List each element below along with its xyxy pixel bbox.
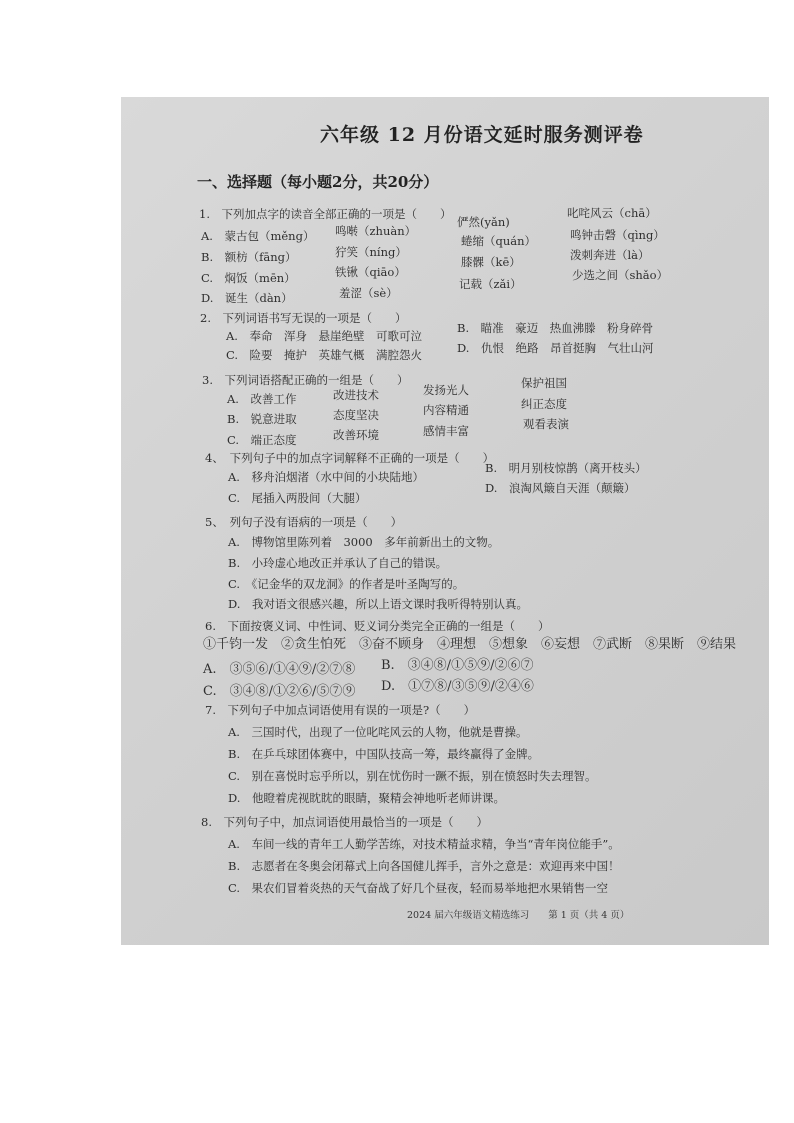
question-4-stem: 4、 下列句子中的加点字词解释不正确的一项是（ ） (205, 451, 495, 465)
q4-option-a: A. 移舟泊烟渚（水中间的小块陆地） (228, 470, 424, 484)
q2-option-a: A. 奉命 浑身 悬崖绝壁 可歌可泣 (226, 329, 422, 343)
q7-option-d: D. 他瞪着虎视眈眈的眼睛，聚精会神地听老师讲课。 (228, 791, 505, 805)
q1-option-d1: D. 诞生（dàn） (201, 291, 293, 305)
q2-option-d: D. 仇恨 绝路 昂首挺胸 气壮山河 (457, 341, 654, 355)
question-3-stem: 3. 下列词语搭配正确的一组是（ ） (202, 373, 409, 387)
q4-option-c: C. 尾插入两股间（大腿） (228, 491, 367, 505)
question-5-stem: 5、 列句子没有语病的一项是（ ） (205, 515, 403, 529)
page-footer: 2024 届六年级语文精选练习 第 1 页（共 4 页） (407, 910, 630, 921)
q1-option-a1: A. 蒙古包（měng） (201, 229, 315, 243)
q2-option-c: C. 险要 掩护 英雄气概 满腔怨火 (226, 348, 423, 362)
question-1-stem: 1. 下列加点字的读音全部正确的一项是（ ） (199, 207, 452, 221)
q1-option-d4: 少选之间（shǎo） (572, 268, 669, 282)
exam-title: 六年级 12 月份语文延时服务测评卷 (320, 124, 644, 146)
q1-option-b4: 鸣钟击磬（qìng） (570, 228, 665, 242)
q3-option-c4: 观看表演 (523, 417, 569, 431)
q4-option-b: B. 明月别枝惊鹊（离开枝头） (485, 461, 647, 475)
q5-option-b: B. 小玲虚心地改正并承认了自己的错误。 (228, 556, 448, 570)
q8-option-c: C. 果农们冒着炎热的天气奋战了好几个昼夜，轻而易举地把水果销售一空 (228, 881, 609, 895)
q7-option-a: A. 三国时代，出现了一位叱咤风云的人物，他就是曹操。 (228, 725, 528, 739)
q1-option-a2: 鸣啭（zhuàn） (335, 224, 417, 238)
q1-option-d3: 记载（zǎi） (459, 277, 522, 291)
q8-option-b: B. 志愿者在冬奥会闭幕式上向各国健儿挥手，言外之意是：欢迎再来中国！ (228, 859, 620, 873)
q3-option-a4: 保护祖国 (521, 376, 567, 390)
question-2-stem: 2. 下列词语书写无误的一项是（ ） (200, 311, 407, 325)
q3-option-b2: 态度坚决 (333, 408, 379, 422)
section-heading: 一、选择题（每小题2分，共20分） (197, 173, 439, 191)
q1-option-c3: 膝髁（kē） (461, 255, 521, 269)
q3-option-c3: 感情丰富 (423, 424, 469, 438)
q1-option-a3: 俨然(yǎn) (457, 215, 510, 229)
q3-option-a3: 发扬光人 (423, 383, 469, 397)
q5-option-a: A. 博物馆里陈列着 3000 多年前新出土的文物。 (228, 535, 500, 549)
q8-option-a: A. 车间一线的青年工人勤学苦练，对技术精益求精，争当“青年岗位能手”。 (228, 837, 620, 851)
q1-option-b2: 狞笑（níng） (335, 245, 407, 259)
q3-option-c2: 改善环境 (333, 428, 379, 442)
q6-option-d: D. ①⑦⑧/③⑤⑨/②④⑥ (381, 679, 534, 694)
q7-option-b: B. 在乒乓球团体赛中，中国队技高一筹，最终赢得了金牌。 (228, 747, 540, 761)
q4-option-d: D. 浪淘风簸自天涯（颠簸） (485, 481, 636, 495)
q5-option-c: C. 《记金华的双龙洞》的作者是叶圣陶写的。 (228, 577, 465, 591)
q1-option-c1: C. 焖饭（mēn） (201, 271, 296, 285)
question-7-stem: 7. 下列句子中加点词语使用有误的一项是?（ ） (205, 703, 476, 717)
q2-option-b: B. 瞄准 豪迈 热血沸滕 粉身碎骨 (457, 321, 654, 335)
q1-option-c4: 泼刺奔进（là） (570, 248, 650, 262)
q7-option-c: C. 别在喜悦时忘乎所以，别在忧伤时一蹶不振，别在愤怒时失去理智。 (228, 769, 597, 783)
q1-option-d2: 羞涩（sè） (339, 286, 398, 300)
q3-option-a2: 改进技术 (333, 388, 379, 402)
q6-word-list: ①千钧一发 ②贪生怕死 ③奋不顾身 ④理想 ⑤想象 ⑥妄想 ⑦武断 ⑧果断 ⑨结果 (203, 637, 737, 652)
q1-option-b3: 蜷缩（quán） (461, 234, 537, 248)
q6-option-c: C. ③④⑧/①②⑥/⑤⑦⑨ (203, 684, 356, 699)
q6-option-b: B. ③④⑧/①⑤⑨/②⑥⑦ (381, 658, 534, 673)
q3-option-c1: C. 端正态度 (227, 433, 297, 447)
q3-option-b3: 内容精通 (423, 403, 469, 417)
q3-option-b4: 纠正态度 (521, 397, 567, 411)
question-6-stem: 6. 下面按褒义词、中性词、贬义词分类完全正确的一组是（ ） (205, 619, 550, 633)
q1-option-b1: B. 额枋（fāng） (201, 250, 297, 264)
exam-paper-photo (121, 97, 769, 945)
q3-option-a1: A. 改善工作 (227, 392, 297, 406)
q3-option-b1: B. 锐意进取 (227, 412, 297, 426)
q6-option-a: A. ③⑤⑥/①④⑨/②⑦⑧ (203, 662, 356, 677)
q1-option-c2: 铁锹（qiāo） (335, 265, 406, 279)
q1-option-a4: 叱咤风云（chā） (567, 206, 657, 220)
question-8-stem: 8. 下列句子中，加点词语使用最恰当的一项是（ ） (201, 815, 488, 829)
q5-option-d: D. 我对语文很感兴趣，所以上语文课时我听得特别认真。 (228, 597, 528, 611)
